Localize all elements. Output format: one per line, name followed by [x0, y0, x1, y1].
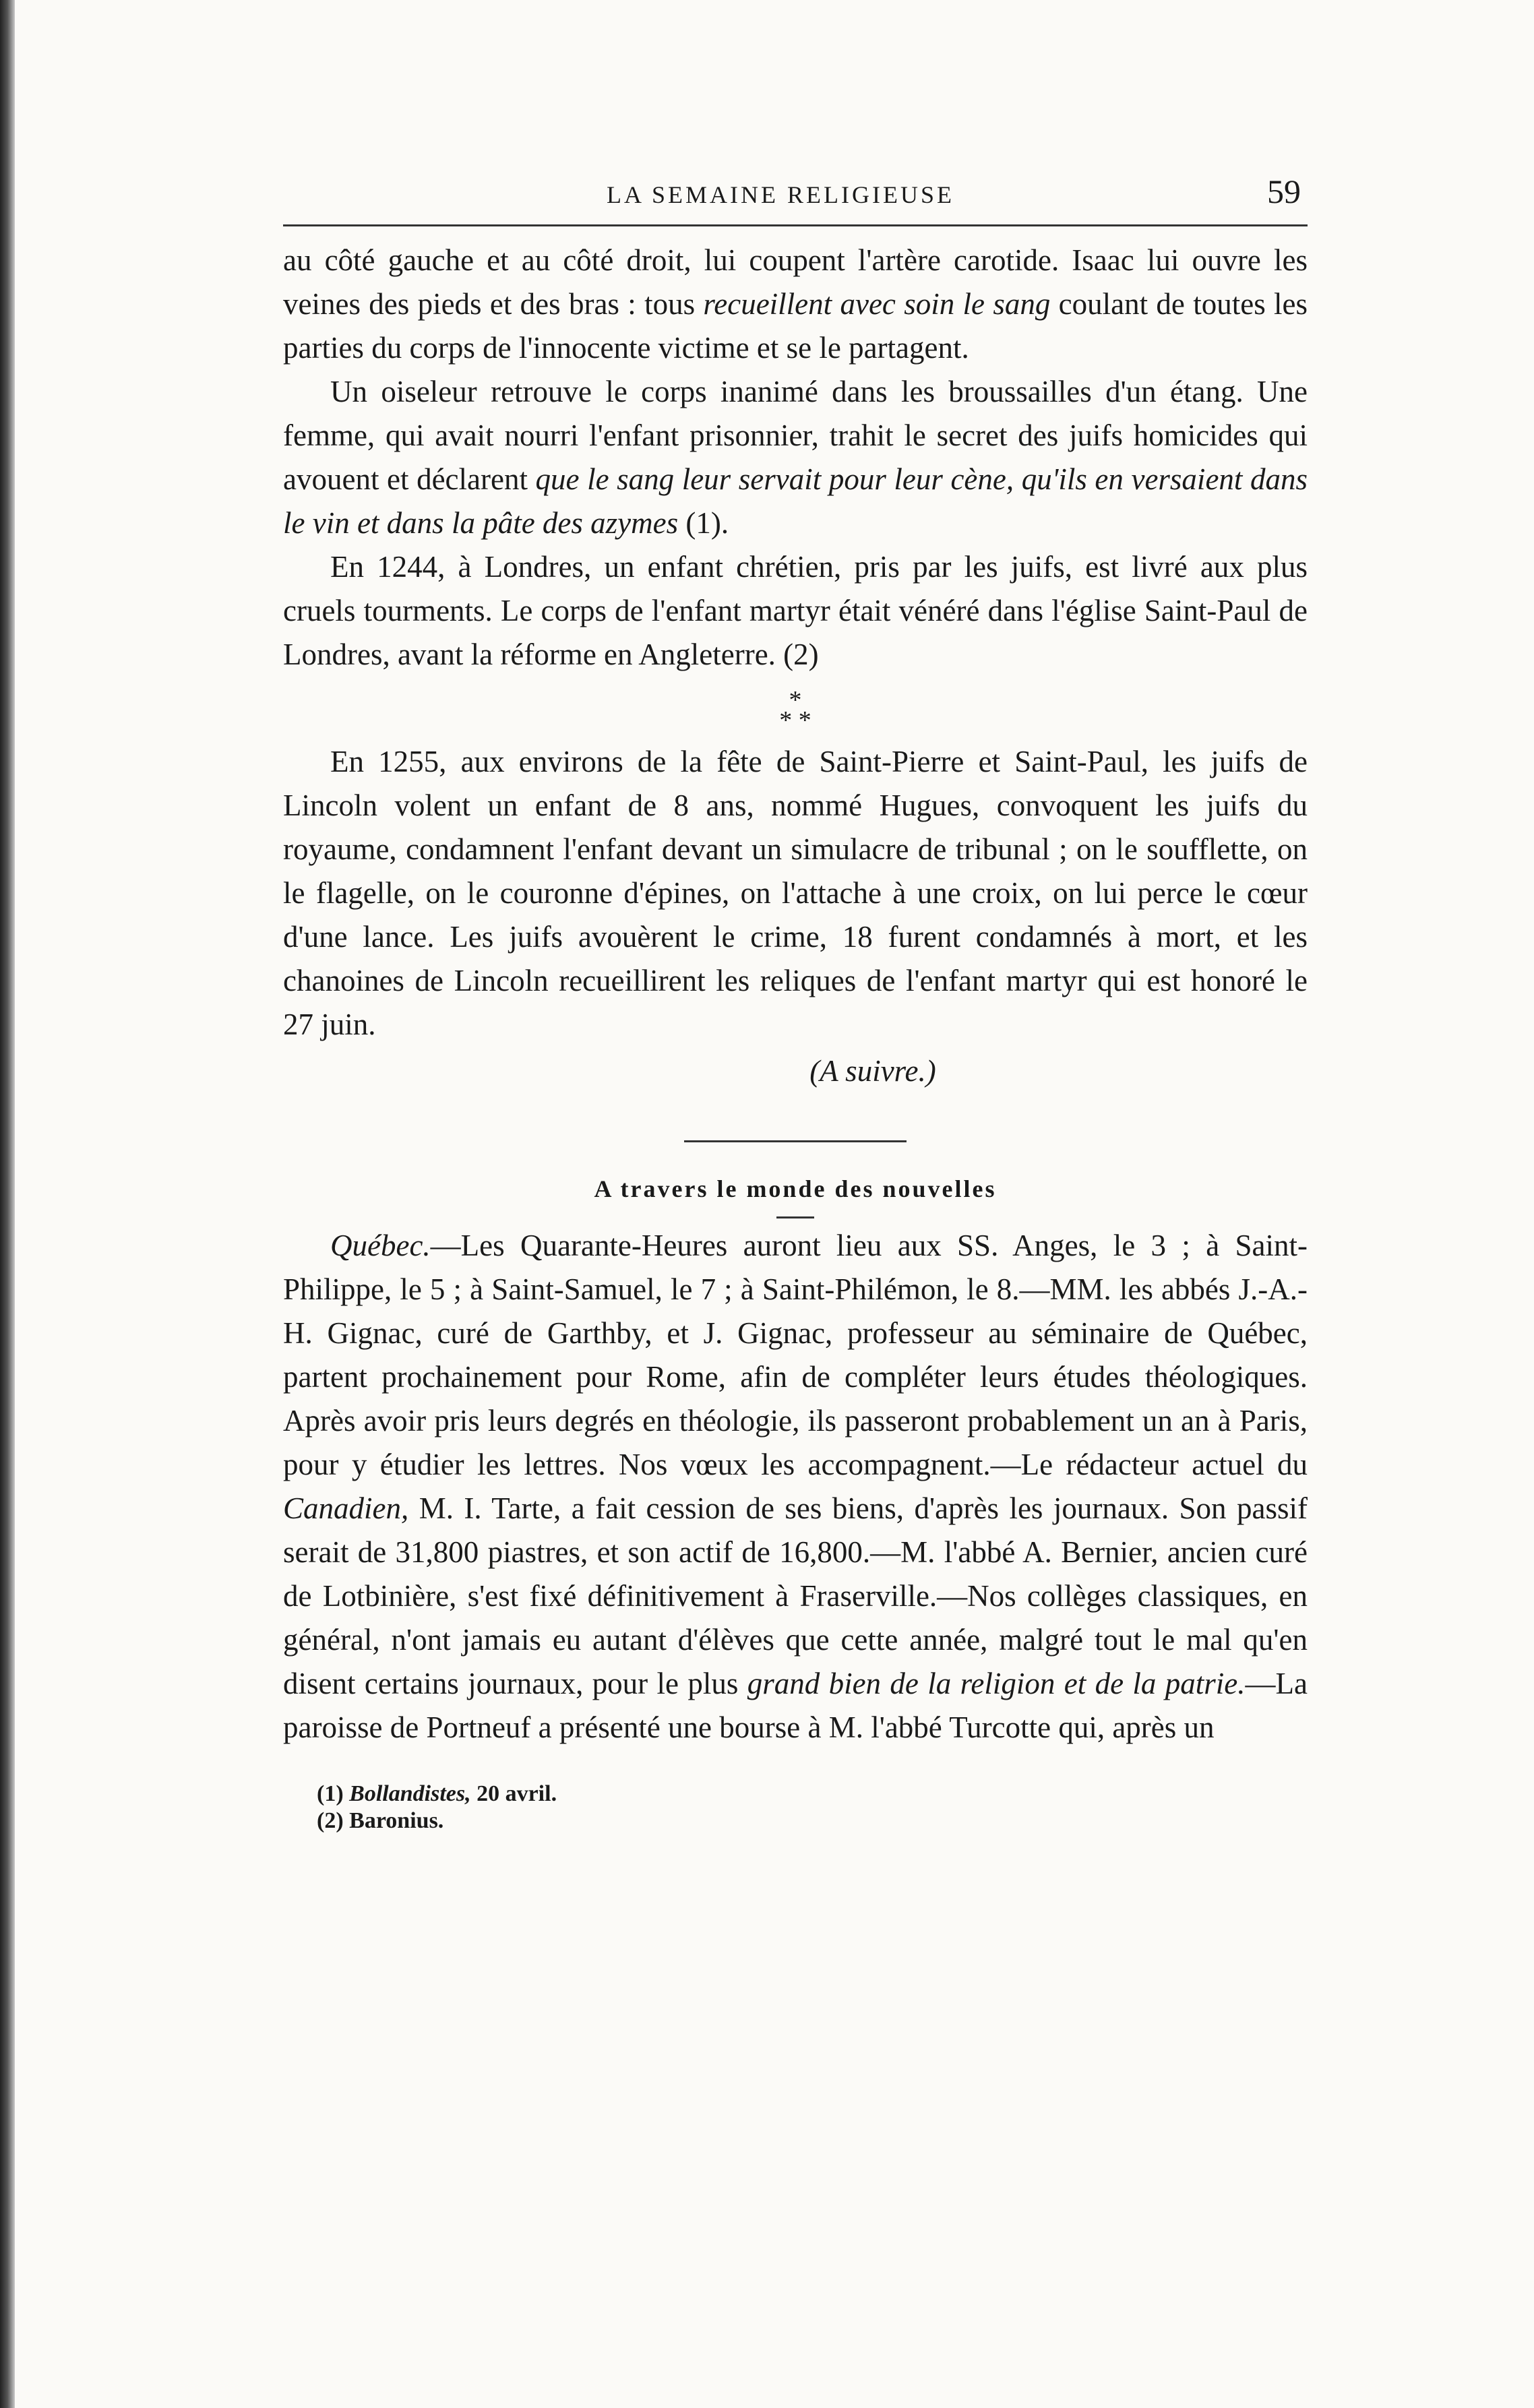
paragraph-3: En 1244, à Londres, un enfant chrétien, pris par les juifs, est livré aux plus cruels tourments. Le corps de l'enfant martyr était vénéré dans l'église Saint-Paul de Londres, avant la réforme en Angleterre. (2) [283, 550, 1308, 671]
a-suivre [283, 1049, 1308, 1093]
section-stars: * * * [779, 686, 811, 735]
footnotes [283, 1781, 1308, 1834]
footnote [283, 1781, 1308, 1808]
paragraph-1-italic: recueillent avec soin le sang [703, 287, 1051, 321]
paragraph-1-text: au côté gauche et au côté droit, lui coupent l'artère carotide. Isaac lui ouvre les veines des pieds et des bras : tous [283, 243, 1308, 321]
a-suivre-text: (A suivre.) [809, 1054, 936, 1088]
footnote-number: (1) [317, 1781, 344, 1806]
footnote-rest: 20 avril. [470, 1781, 557, 1806]
paragraph-2 [283, 370, 1308, 545]
news-text-3: —La paroisse de Portneuf a présenté une bourse à M. l'abbé Turcotte qui, après un [283, 1667, 1308, 1744]
paragraph-1 [283, 239, 1308, 370]
news-italic-2: grand bien de la religion et de la patrie. [747, 1667, 1246, 1700]
running-header [283, 172, 1308, 220]
news-place: Québec. [330, 1229, 431, 1262]
binding-shadow [0, 0, 15, 2408]
paragraph-2-text: Un oiseleur retrouve le corps inanimé dans les broussailles d'un étang. Une femme, qui avait nourri l'enfant prisonnier, trahit le secret des juifs homicides qui avouent et déclarent [283, 375, 1308, 496]
news-paragraph [283, 1224, 1308, 1750]
footnote-ref: Baronius. [349, 1808, 444, 1833]
paragraph-2-end: (1). [678, 506, 729, 540]
running-title: LA SEMAINE RELIGIEUSE [607, 181, 954, 208]
section-title: A travers le monde des nouvelles [594, 1175, 997, 1202]
book-page [283, 172, 1308, 1834]
footnote-number: (2) [317, 1808, 344, 1833]
paragraph-2-italic: que le sang leur servait pour leur cène, qu'ils en versaient dans le vin et dans la pâte des azymes [283, 462, 1308, 540]
news-text-2: M. I. Tarte, a fait cession de ses biens, d'après les journaux. Son passif serait de 31,800 piastres, et son actif de 16,800.—M. l'abbé A. Bernier, ancien curé de Lotbinière, s'est fixé définitivement à Fraserville.—Nos collèges classiques, en général, n'ont jamais eu autant d'élèves que cette année, malgré tout le mal qu'en disent certains journaux, pour le plus [283, 1491, 1308, 1700]
footnote-ref: Bollandistes, [349, 1781, 471, 1806]
section-title-rule [776, 1216, 814, 1218]
page-number: 59 [1267, 173, 1301, 210]
header-rule [283, 224, 1308, 226]
news-text-1: —Les Quarante-Heures auront lieu aux SS. Anges, le 3 ; à Saint-Philippe, le 5 ; à Saint-Samuel, le 7 ; à Saint-Philémon, le 8.—MM. les abbés J.-A.-H. Gignac, curé de Garthby, et J. Gignac, professeur au séminaire de Québec, partent prochainement pour Rome, afin de compléter leurs études théologiques. Après avoir pris leurs degrés en théologie, ils passeront probablement un an à Paris, pour y étudier les lettres. Nos vœux les accompagnent.—Le rédacteur actuel du [283, 1229, 1308, 1481]
news-italic-1: Canadien, [283, 1491, 409, 1525]
paragraph-1-end: coulant de toutes les parties du corps de l'innocente victime et se le partagent. [283, 287, 1308, 365]
section-divider [684, 1140, 907, 1142]
footnote [283, 1808, 1308, 1834]
paragraph-4: En 1255, aux environs de la fête de Saint-Pierre et Saint-Paul, les juifs de Lincoln volent un enfant de 8 ans, nommé Hugues, convoquent les juifs du royaume, condamnent l'enfant devant un simulacre de tribunal ; on le soufflette, on le flagelle, on le couronne d'épines, on l'attache à une croix, on lui perce le cœur d'une lance. Les juifs avouèrent le crime, 18 furent condamnés à mort, et les chanoines de Lincoln recueillirent les reliques de l'enfant martyr qui est honoré le 27 juin. [283, 745, 1308, 1041]
